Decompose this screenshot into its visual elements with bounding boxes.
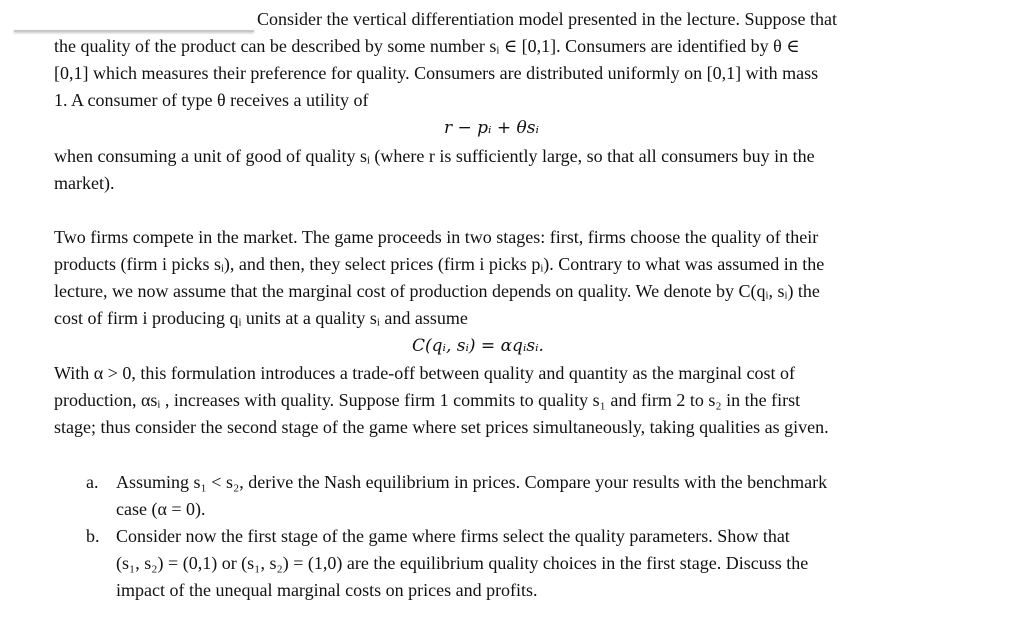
- p2-line-4: cost of firm i producing qᵢ units at a quality sᵢ and assume: [54, 308, 468, 328]
- p2-line-3: lecture, we now assume that the marginal cost of production depends on quality. We denote by C(qᵢ, sᵢ) the: [54, 281, 820, 301]
- p1-line-6: market).: [54, 173, 115, 193]
- p2-line-1: Two firms compete in the market. The game proceeds in two stages: first, firms choose the quality of their: [54, 227, 819, 247]
- p1-line-4: 1. A consumer of type θ receives a utility of: [54, 90, 369, 110]
- p1-line-3: [0,1] which measures their preference for quality. Consumers are distributed uniformly on [0,1] with mass: [54, 63, 819, 83]
- p2-line-7: stage; thus consider the second stage of the game where set prices simultaneously, taking qualities as given.: [54, 417, 829, 437]
- p2-line-5: With α > 0, this formulation introduces a trade-off between quality and quantity as the marginal cost of: [54, 363, 796, 383]
- header-rule: [14, 30, 254, 32]
- item-b-line-2: (s₁, s₂) = (0,1) or (s₁, s₂) = (1,0) are the equilibrium quality choices in the first stage. Discuss the: [116, 553, 809, 573]
- p1-line-1: Consider the vertical differentiation model presented in the lecture. Suppose that: [257, 9, 837, 29]
- utility-equation: r − pᵢ + θsᵢ: [444, 118, 539, 138]
- p1-line-5: when consuming a unit of good of quality sᵢ (where r is sufficiently large, so that all consumers buy in the: [54, 146, 815, 166]
- p2-line-6: production, αsᵢ , increases with quality. Suppose firm 1 commits to quality s₁ and firm 2 to s₂ in the first: [54, 390, 801, 410]
- item-b-line-3: impact of the unequal marginal costs on prices and profits.: [116, 580, 538, 600]
- cost-equation: C(qᵢ, sᵢ) = αqᵢsᵢ.: [412, 336, 544, 356]
- item-b-marker: b.: [86, 526, 100, 546]
- p2-line-2: products (firm i picks sᵢ), and then, they select prices (firm i picks pᵢ). Contrary to what was assumed in the: [54, 254, 825, 274]
- p1-line-2: the quality of the product can be described by some number sᵢ ∈ [0,1]. Consumers are identified by θ ∈: [54, 36, 800, 56]
- item-a-marker: a.: [86, 472, 99, 492]
- item-b-line-1: Consider now the first stage of the game where firms select the quality parameters. Show that: [116, 526, 790, 546]
- item-a-line-1: Assuming s₁ < s₂, derive the Nash equilibrium in prices. Compare your results with the benchmark: [116, 472, 828, 492]
- item-a-line-2: case (α = 0).: [116, 499, 206, 519]
